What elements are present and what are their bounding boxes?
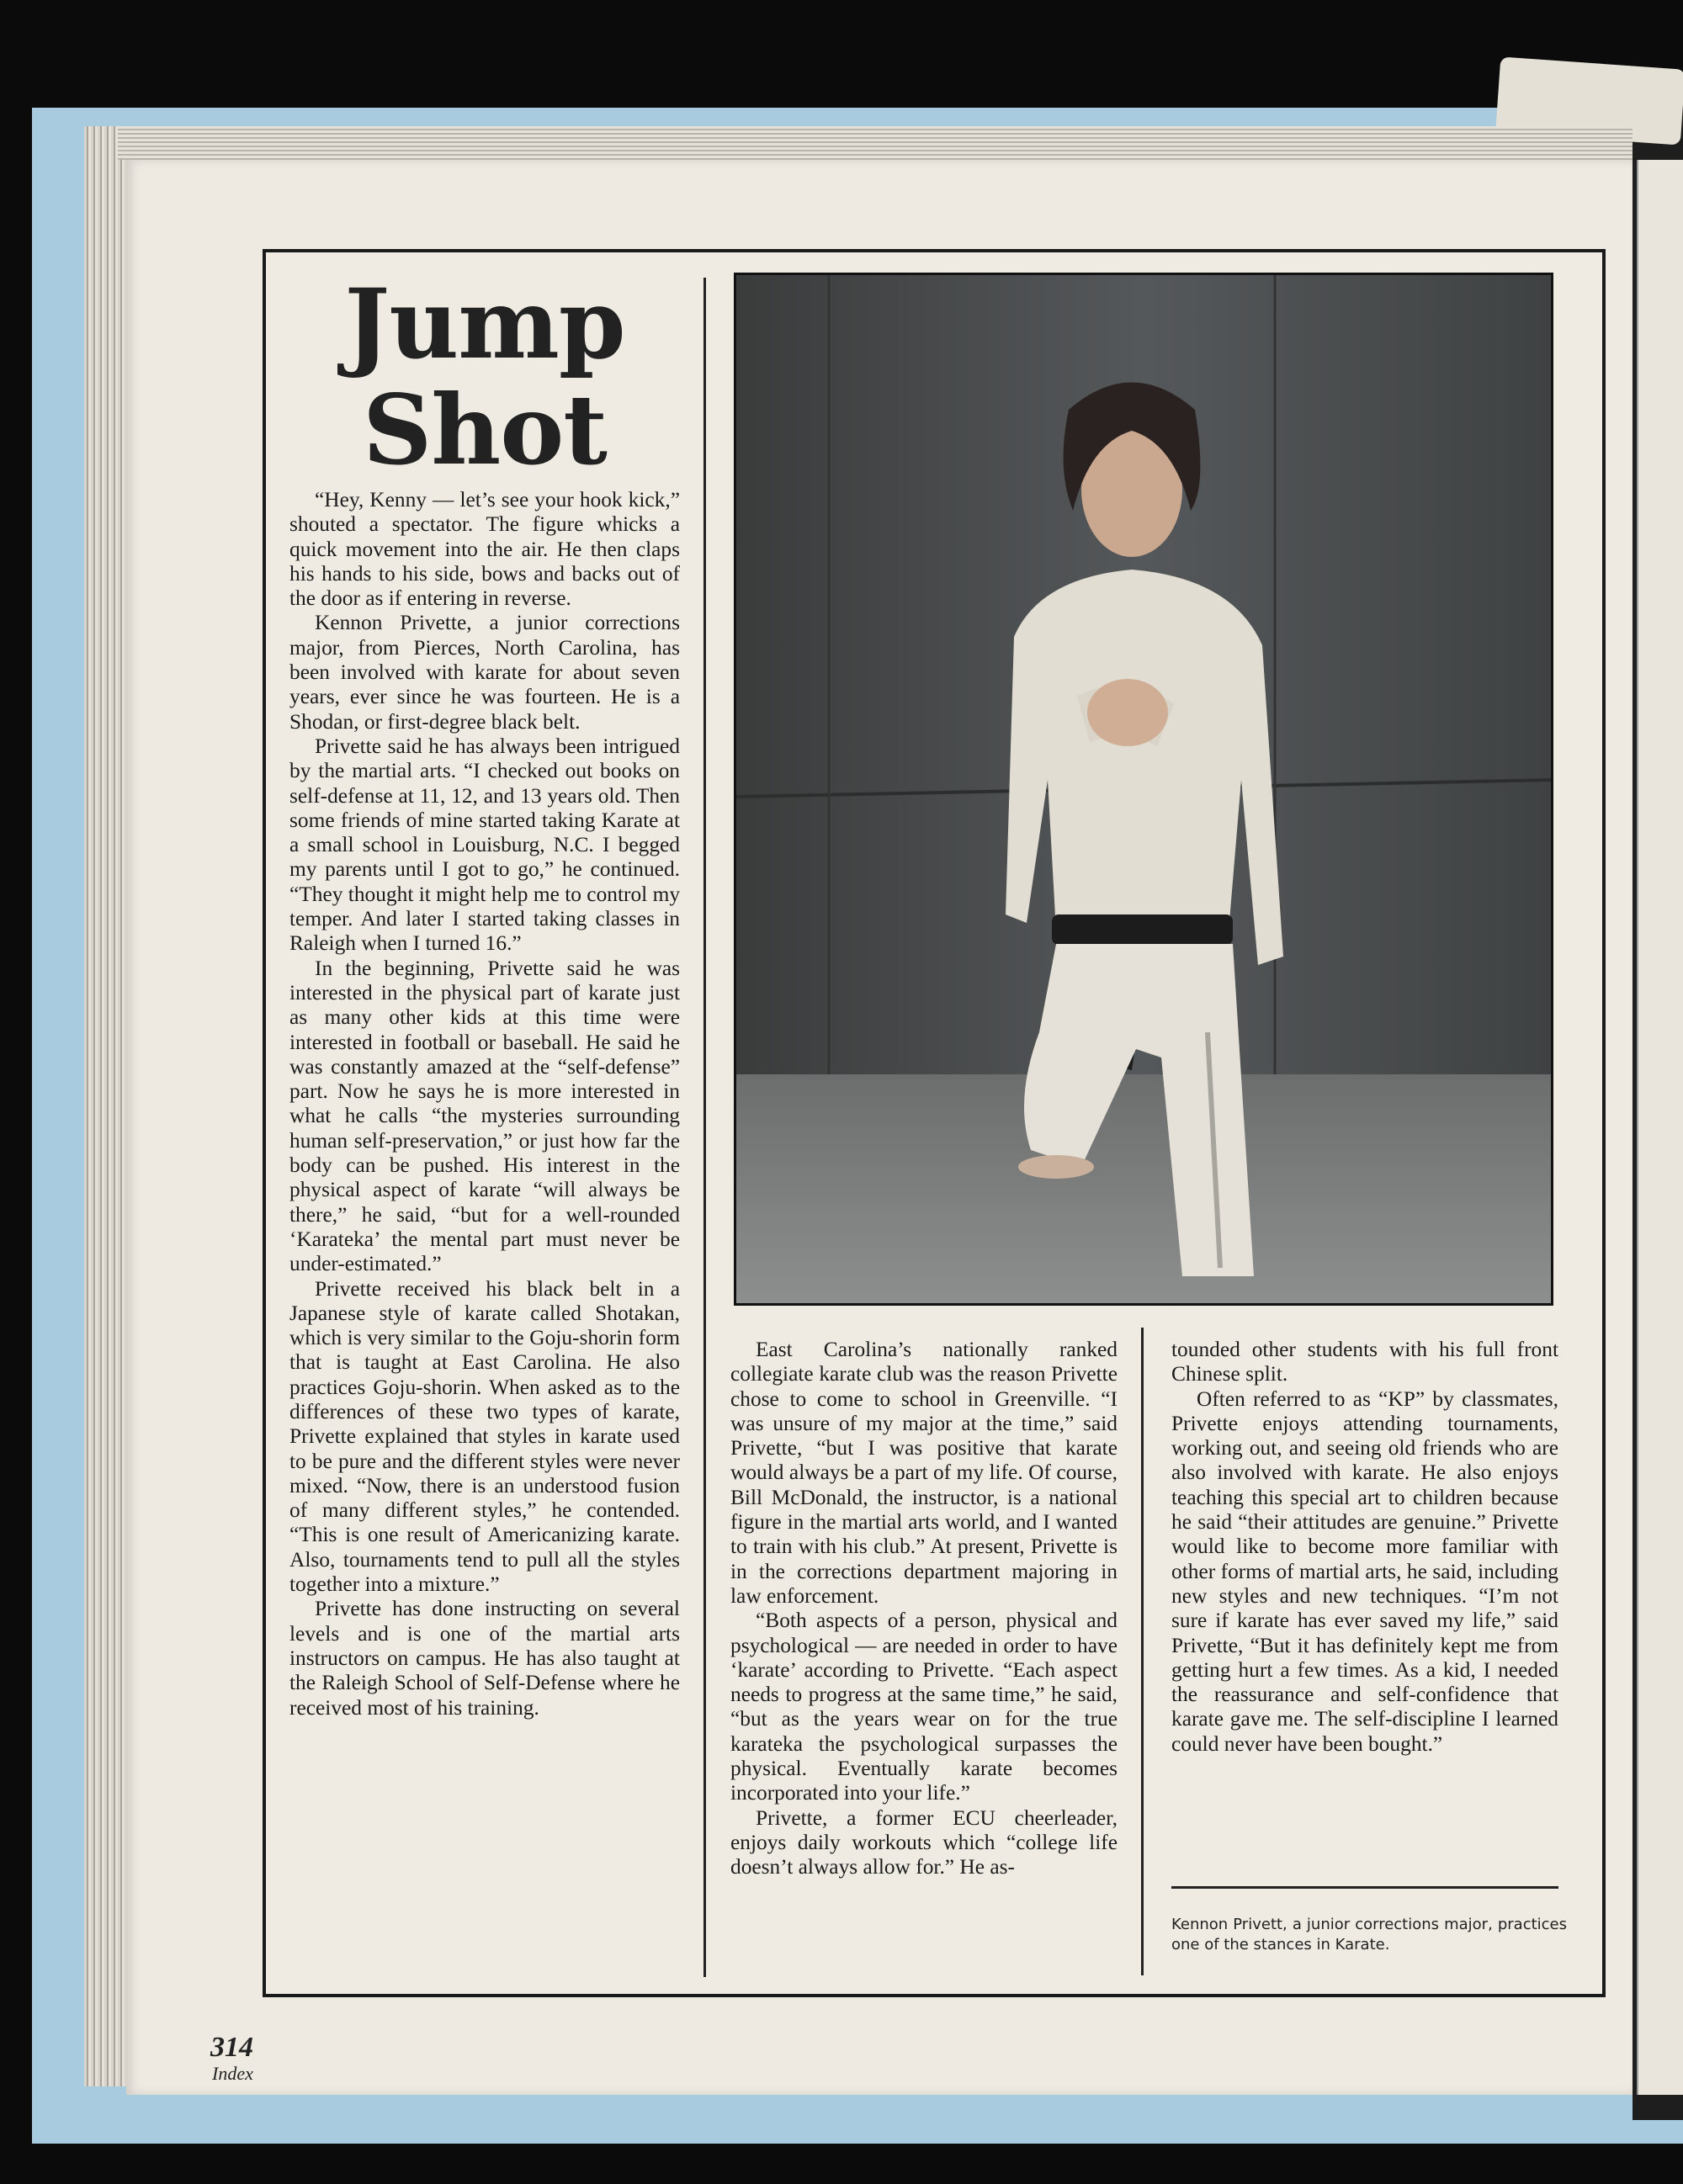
- paragraph: Privette, a former ECU cheerleader, enjoys daily workouts which “college life doesn’t always allow for.” He as-: [730, 1805, 1118, 1879]
- paragraph: “Both aspects of a person, physical and psychological — are needed in order to have ‘karate’ according to Privette. “Each aspect needs to progress at the same time,” he said, “but as the years wear on for the true karateka the psychological surpasses the physical. Eventually karate becomes incorporated into your life.”: [730, 1609, 1118, 1805]
- photo-caption: Kennon Privett, a junior corrections major, practices one of the stances in Karate.: [1171, 1916, 1567, 1953]
- paragraph: Kennon Privette, a junior corrections major, from Pierces, North Carolina, has been involved with karate for about seven years, ever since he was fourteen. He is a Shodan, or first-degree black belt.: [289, 611, 680, 734]
- facing-page-sliver: [1637, 160, 1683, 2095]
- caption-rule: [1171, 1886, 1558, 1889]
- paragraph: Privette received his black belt in a Japanese style of karate called Shotakan, which is very similar to the Goju-shorin form that is taught at East Carolina. He also practices Goju-shorin. When asked as to the differences of these two types of karate, Privette explained that styles in karate used to be pure and the different styles were never mixed. “Now, there is an understood fusion of many different styles,” he contended. “This is one result of Americanizing karate. Also, tournaments tend to pull all the styles together into a mixture.”: [289, 1276, 680, 1597]
- article-column-3: [1171, 1338, 1558, 1757]
- title-line-2: Shot: [363, 374, 607, 486]
- page-top-edges: [118, 126, 1633, 160]
- yearbook-page: [126, 160, 1633, 2095]
- karate-photo: [734, 273, 1553, 1306]
- column-rule-right: [1141, 1328, 1144, 1975]
- paragraph: East Carolina’s nationally ranked collegiate karate club was the reason Privette chose to come to school in Greenville. “I was unsure of my major at the time,” said Privette, “but I was positive that karate would always be a part of my life. Of course, Bill McDonald, the instructor, is a national figure in the martial arts world, and I wanted to train with his club.” At present, Privette is in the corrections department majoring in law enforcement.: [730, 1338, 1118, 1608]
- article-column-2: [730, 1338, 1118, 1880]
- column-rule-left: [703, 278, 706, 1977]
- karate-photo-illustration: [736, 275, 1551, 1303]
- article-column-1: [289, 488, 680, 1720]
- section-label: Index: [212, 2063, 253, 2084]
- paragraph: Privette has done instructing on several levels and is one of the martial arts instructors on campus. He has also taught at the Raleigh School of Self-Defense where he received most of his training.: [289, 1597, 680, 1720]
- article-frame: [263, 249, 1606, 1997]
- paragraph: “Hey, Kenny — let’s see your hook kick,” shouted a spectator. The figure whicks a quick movement into the air. He then claps his hands to his side, bows and backs out of the door as if entering in reverse.: [289, 488, 680, 611]
- paragraph: tounded other students with his full front Chinese split.: [1171, 1338, 1558, 1386]
- paragraph: Privette said he has always been intrigued by the martial arts. “I checked out books on self-defense at 11, 12, and 13 years old. Then some friends of mine started taking Karate at a small school in Louisburg, N.C. I begged my parents until I got to go,” he continued. “They thought it might help me to control my temper. And later I started taking classes in Raleigh when I turned 16.”: [289, 734, 681, 956]
- article-title: [283, 268, 687, 486]
- title-line-1: Jump: [344, 268, 625, 380]
- paragraph: In the beginning, Privette said he was interested in the physical part of karate just as many other kids at this time were interested in football or baseball. He said he was constantly amazed at the “self-defense” part. Now he says he is more interested in what he calls “the mysteries surrounding human self-preservation,” or just how far the body can be pushed. His interest in the physical aspect of karate “will always be there,” he said, “but for a well-rounded ‘Karateka’ the mental part must never be under-estimated.”: [289, 956, 680, 1276]
- page-number: 314: [210, 2032, 253, 2063]
- paragraph: Often referred to as “KP” by classmates, Privette enjoys attending tournaments, working out, and seeing old friends who are also involved with karate. He also enjoys teaching this special art to children because he said “their attitudes are genuine.” Privette would like to become more familiar with other forms of martial arts, he said, including new styles and new techniques. “I’m not sure if karate has ever saved my life,” said Privette, “But it has definitely kept me from getting hurt a few times. As a kid, I needed the reassurance and self-confidence that karate gave me. The self-discipline I learned could never have been bought.”: [1171, 1386, 1558, 1756]
